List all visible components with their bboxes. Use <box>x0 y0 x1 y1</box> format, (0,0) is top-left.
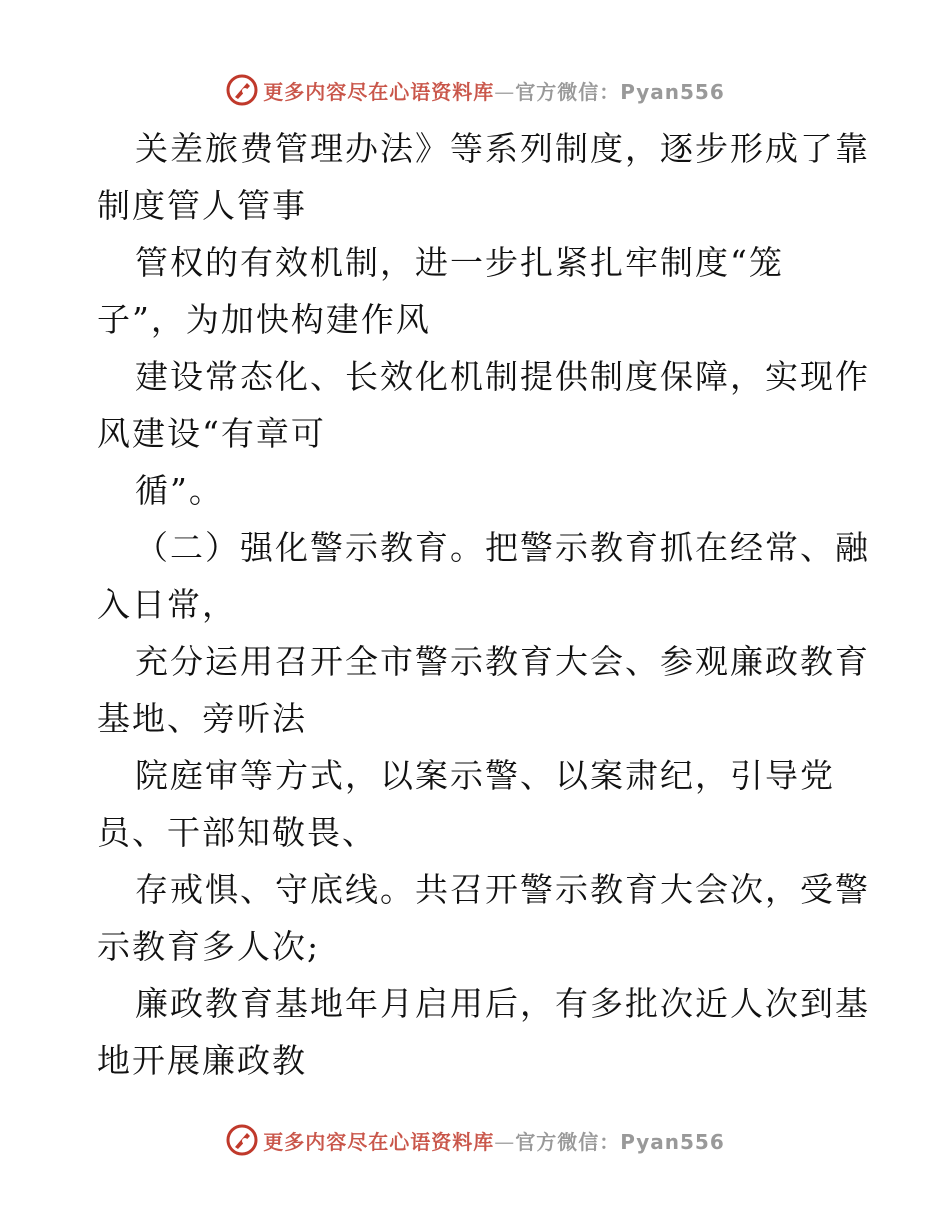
text-line: 入日常， <box>97 585 237 624</box>
text-line: 基地、旁听法 <box>97 699 307 738</box>
document-body <box>97 120 870 1089</box>
text-line: 地开展廉政教 <box>97 1041 307 1080</box>
footer-watermark <box>0 1120 950 1160</box>
pen-circle-logo-icon <box>225 1123 259 1157</box>
text-line: 示教育多人次; <box>97 927 321 966</box>
text-line: 子”，为加快构建作风 <box>97 300 431 339</box>
text-line: 充分运用召开全市警示教育大会、参观廉政教育 <box>135 642 870 681</box>
watermark-text: 更多内容尽在心语资料库—官方微信：Pyan556 <box>263 1129 725 1154</box>
text-line: 制度管人管事 <box>97 186 307 225</box>
pen-circle-logo-icon <box>225 73 259 107</box>
header-watermark <box>0 70 950 110</box>
text-line: 存戒惧、守底线。共召开警示教育大会次，受警 <box>135 870 870 909</box>
text-line: 员、干部知敬畏、 <box>97 813 377 852</box>
text-line: 建设常态化、长效化机制提供制度保障，实现作 <box>135 357 870 396</box>
text-line: 院庭审等方式，以案示警、以案肃纪，引导党 <box>135 756 835 795</box>
text-line: 风建设“有章可 <box>97 414 326 453</box>
text-line: 廉政教育基地年月启用后，有多批次近人次到基 <box>135 984 870 1023</box>
text-line: （二）强化警示教育。把警示教育抓在经常、融 <box>135 528 870 567</box>
text-line: 管权的有效机制，进一步扎紧扎牢制度“笼 <box>135 243 784 282</box>
watermark-text: 更多内容尽在心语资料库—官方微信：Pyan556 <box>263 79 725 104</box>
text-line: 循”。 <box>135 471 224 510</box>
text-line: 关差旅费管理办法》等系列制度，逐步形成了靠 <box>135 129 870 168</box>
